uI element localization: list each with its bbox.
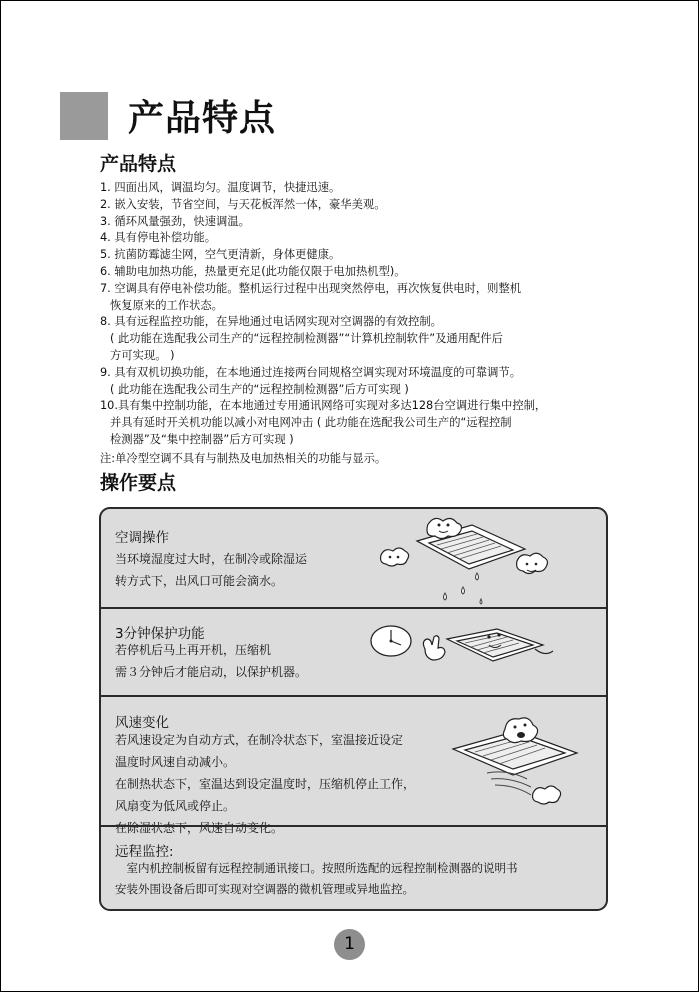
feature-line: ( 此功能在选配我公司生产的“远程控制检测器”“计算机控制软件”及通用配件后 — [110, 332, 503, 346]
wind-icon — [487, 772, 531, 795]
cloud-icon — [503, 718, 537, 743]
panel-text — [115, 729, 415, 839]
ceiling-cassette-icon — [367, 615, 567, 695]
panel-3min-protection — [101, 607, 606, 697]
panel-title: 3分钟保护功能 — [115, 626, 205, 642]
panel-line: 若停机后马上再开机，压缩机 — [115, 643, 272, 657]
cloud-icon — [533, 786, 561, 804]
operations-heading: 操作要点 — [100, 472, 177, 494]
panel-fan-speed — [101, 695, 606, 835]
panel-line: 若风速设定为自动方式，在制冷状态下，室温接近设定 — [115, 733, 404, 747]
feature-line: 5. 抗菌防霉滤尘网，空气更清新，身体更健康。 — [100, 248, 341, 262]
water-drop-icon — [444, 573, 483, 604]
panel-title: 远程监控: — [115, 844, 174, 860]
panel-remote-monitoring — [101, 825, 606, 911]
feature-line: 4. 具有停电补偿功能。 — [100, 231, 217, 245]
page-title: 产品特点 — [128, 98, 277, 139]
feature-line: 8. 具有远程监控功能，在异地通过电话网实现对空调器的有效控制。 — [100, 315, 442, 329]
panel-line: 在除湿状态下，风速自动变化。 — [115, 821, 284, 835]
panel-line: 转方式下，出风口可能会滴水。 — [115, 574, 284, 588]
features-heading: 产品特点 — [100, 153, 177, 175]
page-number: 1 — [334, 929, 365, 960]
panel-title: 风速变化 — [115, 715, 169, 731]
cloud-icon — [427, 518, 461, 538]
panel-line: 需３分钟后才能启动，以保护机器。 — [115, 665, 308, 679]
panel-line: 在制热状态下，室温达到设定温度时，压缩机停止工作， — [115, 777, 416, 791]
feature-line: 7. 空调具有停电补偿功能。整机运行过程中出现突然停电，再次恢复供电时，则整机 — [100, 281, 522, 295]
title-marker — [60, 92, 108, 140]
cloud-icon — [381, 548, 409, 566]
feature-line: 2. 嵌入安装，节省空间，与天花板浑然一体，豪华美观。 — [100, 197, 386, 211]
ceiling-cassette-icon — [447, 707, 597, 817]
ceiling-cassette-icon — [377, 513, 567, 607]
clock-icon — [371, 626, 411, 656]
feature-line: 1. 四面出风，调温均匀。温度调节，快捷迅速。 — [100, 181, 341, 194]
feature-line: 3. 循环风量强劲，快速调温。 — [100, 214, 250, 228]
feature-line: ( 此功能在选配我公司生产的“远程控制检测器”后方可实现 ) — [110, 382, 409, 396]
panel-line: 温度时风速自动减小。 — [115, 755, 236, 769]
hand-icon — [423, 636, 445, 660]
panel-title: 空调操作 — [115, 530, 169, 546]
panel-text — [115, 858, 518, 900]
feature-line: 方可实现。 ) — [110, 348, 175, 362]
feature-line: 10.具有集中控制功能，在本地通过专用通讯网络可实现对多达128台空调进行集中控制， — [100, 399, 547, 413]
feature-line: 6. 辅助电加热功能，热量更充足(此功能仅限于电加热机型)。 — [100, 264, 406, 278]
feature-line: 检测器”及“集中控制器”后方可实现 ) — [110, 432, 294, 446]
cloud-icon — [517, 553, 548, 573]
panel-line: 风扇变为低风或停止。 — [115, 799, 236, 813]
features-list — [100, 180, 610, 468]
feature-line: 恢复原来的工作状态。 — [110, 298, 223, 312]
panel-line: 安装外围设备后即可实现对空调器的微机管理或异地监控。 — [115, 882, 414, 896]
panel-text — [115, 548, 307, 592]
operations-box — [99, 507, 608, 911]
features-note: 注:单冷型空调不具有与制热及电加热相关的功能与显示。 — [100, 451, 387, 465]
panel-ac-operation — [101, 509, 606, 607]
panel-line: 室内机控制板留有远程控制通讯接口。按照所选配的远程控制检测器的说明书 — [115, 861, 518, 875]
feature-line: 9. 具有双机切换功能，在本地通过连接两台同规格空调实现对环境温度的可靠调节。 — [100, 365, 522, 379]
feature-line: 并具有延时开关机功能以减小对电网冲击 ( 此功能在选配我公司生产的“远程控制 — [110, 416, 512, 430]
panel-text — [115, 639, 307, 683]
panel-line: 当环境湿度过大时，在制冷或除湿运 — [115, 552, 308, 566]
